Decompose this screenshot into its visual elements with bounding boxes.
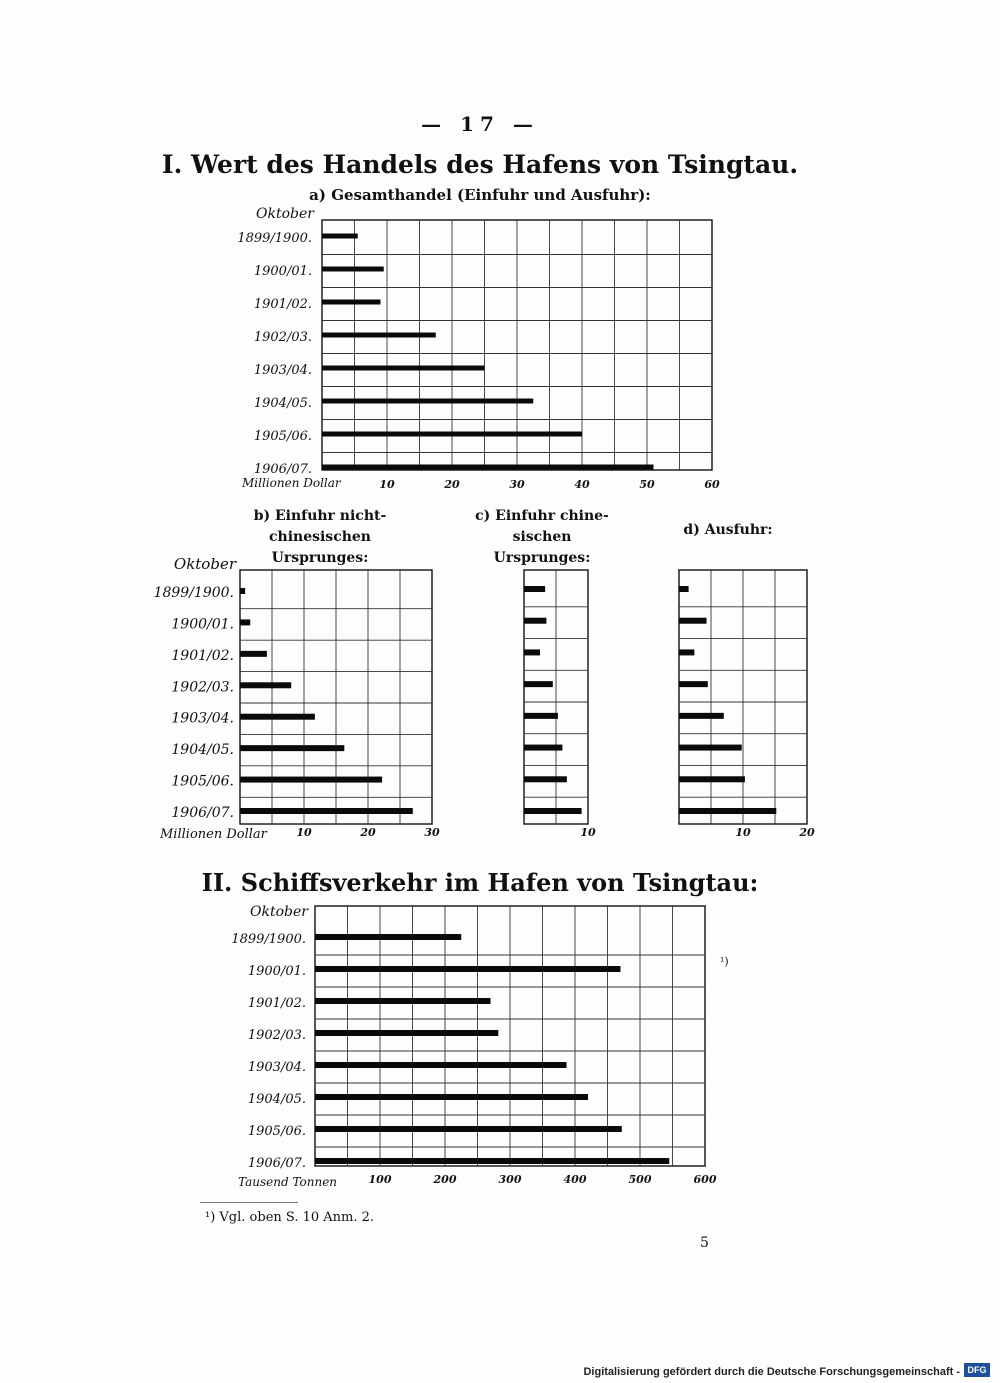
chart-a-bar bbox=[322, 366, 485, 371]
chart-a-bar bbox=[322, 333, 436, 338]
chart-a-category-label: 1906/07. bbox=[253, 462, 312, 477]
chart-c-bar bbox=[524, 713, 558, 719]
chart-d-bar bbox=[679, 586, 689, 592]
chart-a-bar bbox=[322, 267, 384, 272]
chart-b-bar bbox=[240, 651, 267, 657]
chart-ii-bar bbox=[315, 934, 461, 940]
chart-c-bar bbox=[524, 808, 582, 814]
chart-b-category-label: 1904/05. bbox=[171, 742, 234, 759]
chart-ii-tick-label: 600 bbox=[693, 1173, 717, 1186]
section-one-title: I. Wert des Handels des Hafens von Tsingtau. bbox=[161, 150, 799, 179]
chart-b-bar bbox=[240, 745, 344, 751]
footnote: ¹) Vgl. oben S. 10 Anm. 2. bbox=[205, 1210, 375, 1225]
digitization-credit: Digitalisierung gefördert durch die Deutsche Forschungsgemeinschaft - bbox=[583, 1366, 960, 1378]
chart-b-category-label: 1905/06. bbox=[171, 773, 234, 790]
chart-a-bar bbox=[322, 465, 654, 470]
chart-ii-unit-label: Tausend Tonnen bbox=[238, 1175, 338, 1189]
plate-number: 5 bbox=[700, 1235, 709, 1251]
chart-d-bar bbox=[679, 745, 742, 751]
chart-a-category-label: 1904/05. bbox=[253, 396, 312, 411]
chart-ii-bar bbox=[315, 1030, 498, 1036]
chart-d-tick-label: 20 bbox=[799, 826, 815, 839]
chart-c-bar bbox=[524, 649, 540, 655]
chart-b-tick-label: 10 bbox=[296, 826, 312, 839]
chart-a-bar bbox=[322, 399, 533, 404]
chart-d-bar bbox=[679, 681, 708, 687]
chart-a-tick-label: 20 bbox=[444, 478, 460, 491]
chart-ii-tick-label: 500 bbox=[628, 1173, 652, 1186]
chart-b-bar bbox=[240, 619, 250, 625]
chart-ii-bar bbox=[315, 1126, 622, 1132]
chart-b-bar bbox=[240, 588, 245, 594]
chart-a-bar bbox=[322, 432, 582, 437]
chart-a-tick-label: 30 bbox=[509, 478, 525, 491]
chart-ii-tick-label: 200 bbox=[433, 1173, 457, 1186]
chart-c-title: c) Einfuhr chine- sischen Ursprunges: bbox=[475, 508, 609, 566]
chart-c-bar bbox=[524, 618, 546, 624]
chart-d-bar bbox=[679, 776, 745, 782]
chart-d-bar bbox=[679, 649, 694, 655]
chart-b-tick-label: 20 bbox=[360, 826, 376, 839]
chart-b-category-label: 1899/1900. bbox=[153, 585, 234, 601]
chart-b-category-label: 1901/02. bbox=[171, 647, 234, 664]
chart-b-bar bbox=[240, 682, 291, 688]
chart-b-category-label: 1902/03. bbox=[171, 679, 234, 696]
chart-c-tick-label: 10 bbox=[580, 826, 596, 839]
chart-b-bar bbox=[240, 808, 413, 814]
chart-c-bar bbox=[524, 776, 567, 782]
chart-a-tick-label: 40 bbox=[574, 478, 590, 491]
chart-b-bar bbox=[240, 777, 382, 783]
chart-b-header-label: Oktober bbox=[173, 555, 236, 573]
chart-b-category-label: 1906/07. bbox=[171, 805, 234, 821]
page-number: — 17 — bbox=[421, 112, 539, 136]
chart-b-title: b) Einfuhr nicht- chinesischen Ursprunges: bbox=[253, 508, 387, 566]
chart-b-category-label: 1900/01. bbox=[171, 616, 234, 633]
chart-ii-category-label: 1900/01. bbox=[247, 964, 306, 979]
chart-a-title: a) Gesamthandel (Einfuhr und Ausfuhr): bbox=[309, 186, 651, 204]
chart-a-category-label: 1901/02. bbox=[253, 297, 312, 312]
chart-a-unit-label: Millionen Dollar bbox=[242, 476, 341, 490]
section-two-title: II. Schiffsverkehr im Hafen von Tsingtau: bbox=[201, 868, 759, 897]
chart-ii-bar bbox=[315, 966, 621, 972]
chart-a-tick-label: 50 bbox=[639, 478, 655, 491]
chart-d-bar bbox=[679, 713, 724, 719]
chart-ii-header-label: Oktober bbox=[250, 904, 308, 920]
chart-ii-bar bbox=[315, 998, 491, 1004]
chart-c-bar bbox=[524, 586, 545, 592]
chart-ii-tick-label: 100 bbox=[368, 1173, 392, 1186]
chart-d-tick-label: 10 bbox=[735, 826, 751, 839]
chart-a-category-label: 1902/03. bbox=[253, 330, 312, 345]
chart-a-category-label: 1900/01. bbox=[253, 264, 312, 279]
chart-ii-bar bbox=[315, 1158, 669, 1164]
chart-ii-category-label: 1906/07. bbox=[247, 1156, 306, 1171]
chart-c-bar bbox=[524, 681, 553, 687]
chart-ii-category-label: 1903/04. bbox=[247, 1060, 306, 1075]
chart-ii-category-label: 1901/02. bbox=[247, 996, 306, 1011]
chart-ii-tick-label: 400 bbox=[563, 1173, 587, 1186]
chart-b-bar bbox=[240, 714, 315, 720]
chart-b-category-label: 1903/04. bbox=[171, 710, 234, 727]
chart-ii-category-label: 1902/03. bbox=[247, 1028, 306, 1043]
footnote-marker: ¹) bbox=[720, 955, 729, 968]
chart-d-title: d) Ausfuhr: bbox=[683, 522, 773, 538]
chart-ii-bar bbox=[315, 1094, 588, 1100]
chart-d-bar bbox=[679, 808, 776, 814]
chart-ii-bar bbox=[315, 1062, 567, 1068]
chart-a-header-label: Oktober bbox=[256, 206, 314, 222]
chart-d-bar bbox=[679, 618, 707, 624]
chart-ii-category-label: 1899/1900. bbox=[231, 932, 306, 947]
chart-ii-category-label: 1905/06. bbox=[247, 1124, 306, 1139]
chart-a-category-label: 1905/06. bbox=[253, 429, 312, 444]
chart-a-bar bbox=[322, 300, 381, 305]
chart-a-tick-label: 10 bbox=[379, 478, 395, 491]
chart-a-bar bbox=[322, 234, 358, 239]
chart-ii-category-label: 1904/05. bbox=[247, 1092, 306, 1107]
chart-ii-tick-label: 300 bbox=[498, 1173, 522, 1186]
chart-a-category-label: 1899/1900. bbox=[237, 231, 312, 246]
dfg-logo: DFG bbox=[964, 1363, 990, 1377]
chart-b-tick-label: 30 bbox=[424, 826, 440, 839]
chart-c-bar bbox=[524, 745, 562, 751]
chart-a-tick-label: 60 bbox=[704, 478, 720, 491]
chart-b-unit-label: Millionen Dollar bbox=[160, 827, 267, 842]
chart-a-category-label: 1903/04. bbox=[253, 363, 312, 378]
